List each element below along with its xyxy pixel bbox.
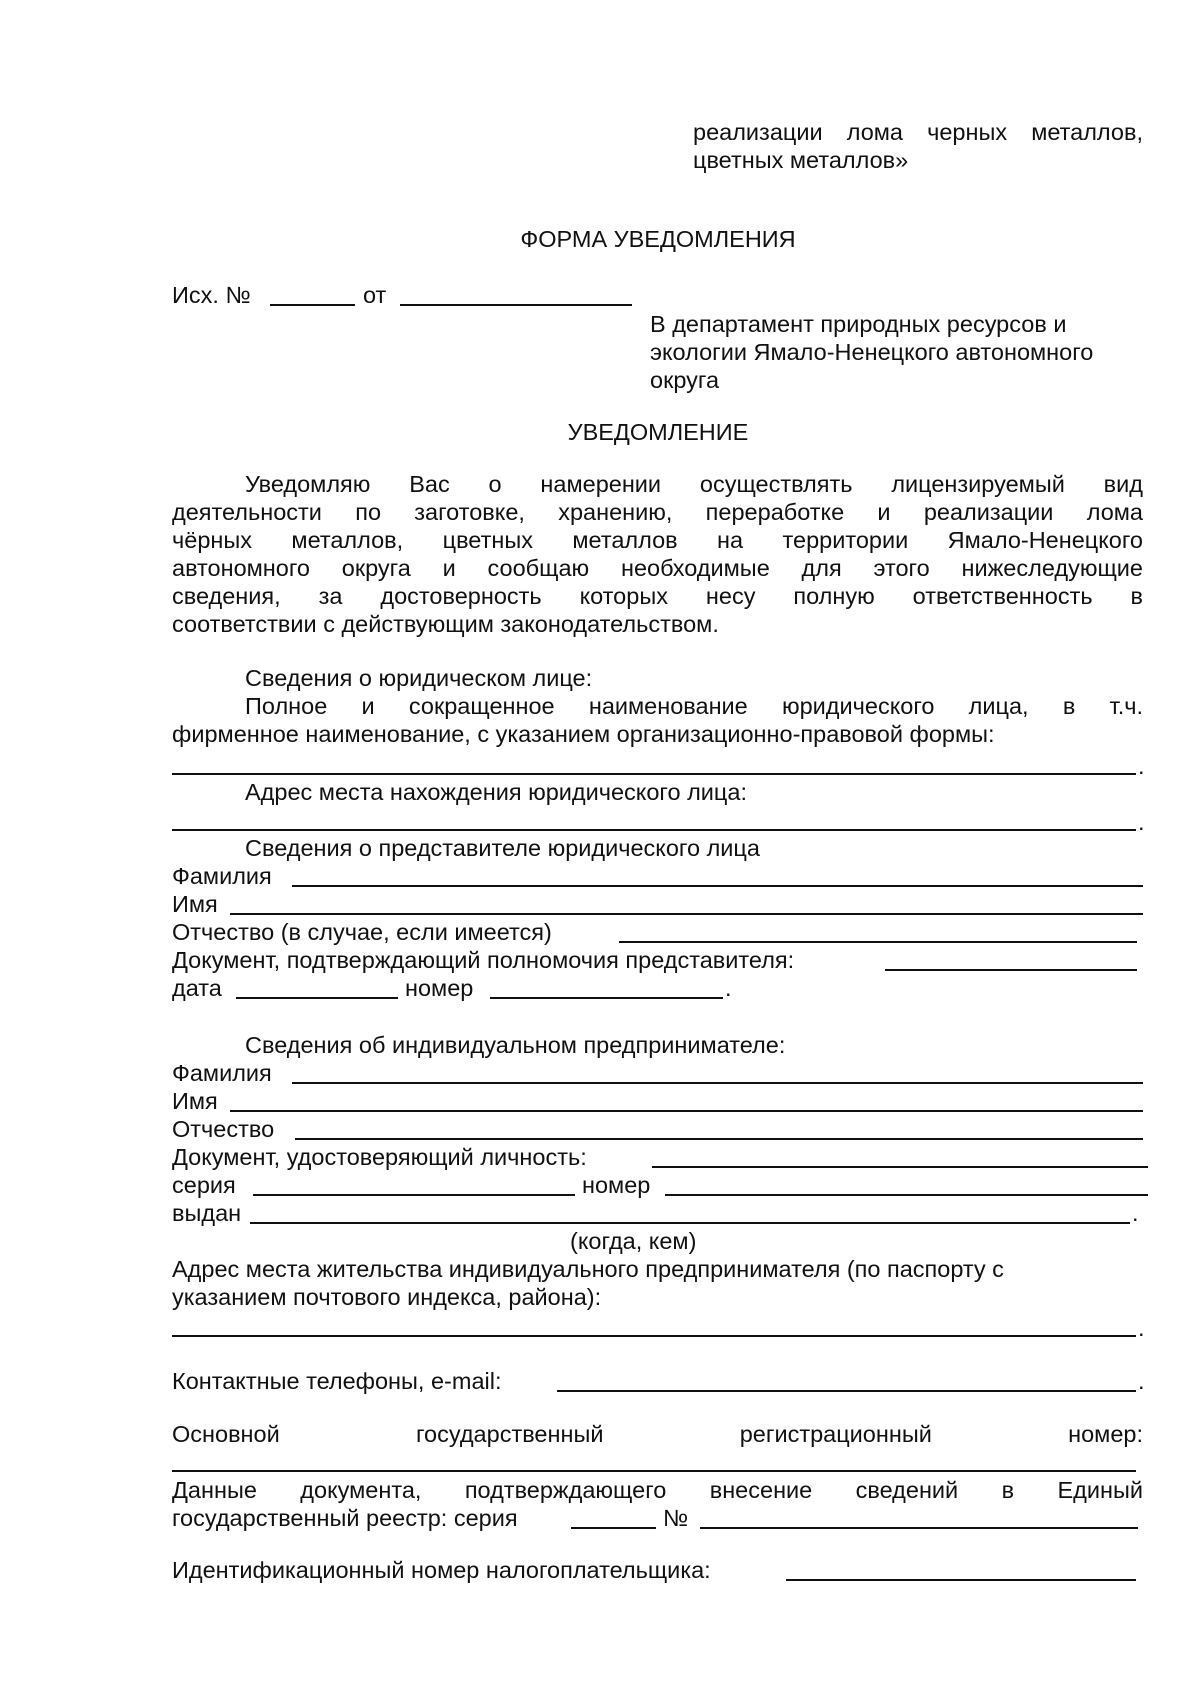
ip-number-label: номер xyxy=(582,1172,651,1198)
rep-date-label: дата xyxy=(172,975,222,1001)
notice-title: УВЕДОМЛЕНИЕ xyxy=(567,419,749,445)
ip-issued-label: выдан xyxy=(172,1200,242,1226)
ip-surname-field[interactable] xyxy=(292,1082,1143,1084)
inn-field[interactable] xyxy=(786,1579,1136,1581)
rep-name-label: Имя xyxy=(172,891,218,917)
ip-number-field[interactable] xyxy=(665,1194,1148,1196)
outgoing-number-label: Исх. № xyxy=(172,282,251,308)
legal-fullname-line-1: Полное и сокращенное наименование юридического лица, в т.ч. xyxy=(245,693,1143,719)
legal-heading: Сведения о юридическом лице: xyxy=(245,665,593,691)
ogrn-word-1: Основной xyxy=(172,1421,280,1447)
form-title: ФОРМА УВЕДОМЛЕНИЯ xyxy=(520,226,796,252)
ip-issued-field[interactable] xyxy=(250,1222,1130,1224)
intro-line-6: соответствии с действующим законодательством. xyxy=(172,611,719,637)
rep-number-label: номер xyxy=(405,975,474,1001)
rep-authority-doc-label: Документ, подтверждающий полномочия представителя: xyxy=(172,947,795,973)
ip-surname-label: Фамилия xyxy=(172,1060,272,1086)
ip-heading: Сведения об индивидуальном предпринимателе: xyxy=(245,1032,786,1058)
legal-address-dot: . xyxy=(1138,809,1145,835)
contacts-label: Контактные телефоны, e-mail: xyxy=(172,1368,502,1394)
outgoing-number-field[interactable] xyxy=(270,304,355,306)
rep-number-field[interactable] xyxy=(490,997,723,999)
ip-patronymic-field[interactable] xyxy=(295,1138,1143,1140)
rep-date-field[interactable] xyxy=(236,997,398,999)
ip-name-field[interactable] xyxy=(230,1110,1143,1112)
ip-id-doc-field[interactable] xyxy=(652,1166,1148,1168)
legal-fullname-dot: . xyxy=(1138,753,1145,779)
contacts-dot: . xyxy=(1138,1368,1145,1394)
addressee-line-1: В департамент природных ресурсов и xyxy=(650,311,1067,337)
legal-address-label: Адрес места нахождения юридического лица: xyxy=(245,779,747,805)
outgoing-date-label: от xyxy=(363,282,387,308)
ip-patronymic-label: Отчество xyxy=(172,1116,275,1142)
ogrn-word-4: номер: xyxy=(1068,1421,1143,1447)
register-series-label: государственный реестр: серия xyxy=(172,1505,518,1531)
legal-fullname-field[interactable] xyxy=(172,773,1136,775)
intro-line-5: сведения, за достоверность которых несу полную ответственность в xyxy=(172,583,1143,609)
intro-line-2: деятельности по заготовке, хранению, переработке и реализации лома xyxy=(172,499,1143,525)
ip-series-label: серия xyxy=(172,1172,236,1198)
intro-line-3: чёрных металлов, цветных металлов на территории Ямало-Ненецкого xyxy=(172,527,1143,553)
register-number-field[interactable] xyxy=(700,1527,1138,1529)
addressee-line-3: округа xyxy=(650,367,720,393)
legal-fullname-line-2: фирменное наименование, с указанием организационно-правовой формы: xyxy=(172,721,995,747)
register-series-field[interactable] xyxy=(571,1527,656,1529)
outgoing-date-field[interactable] xyxy=(400,304,632,306)
ip-issued-hint: (когда, кем) xyxy=(570,1228,697,1254)
ip-residence-dot: . xyxy=(1138,1315,1145,1341)
ip-id-doc-label: Документ, удостоверяющий личность: xyxy=(172,1144,587,1170)
ip-residence-field[interactable] xyxy=(172,1335,1136,1337)
ip-residence-line-1: Адрес места жительства индивидуального предпринимателя (по паспорту с xyxy=(172,1256,1004,1282)
rep-patronymic-field[interactable] xyxy=(619,941,1137,943)
legal-rep-heading: Сведения о представителе юридического лица xyxy=(245,835,760,861)
rep-name-field[interactable] xyxy=(230,913,1143,915)
rep-patronymic-label: Отчество (в случае, если имеется) xyxy=(172,919,552,945)
register-line-1: Данные документа, подтверждающего внесение сведений в Единый xyxy=(172,1477,1143,1503)
ogrn-label xyxy=(172,1420,1143,1448)
header-line-1: реализации лома черных металлов, xyxy=(693,119,1143,145)
ogrn-word-2: государственный xyxy=(416,1421,604,1447)
rep-surname-field[interactable] xyxy=(292,885,1143,887)
register-number-label: № xyxy=(663,1505,689,1531)
header-line-2: цветных металлов» xyxy=(693,147,909,173)
ogrn-field[interactable] xyxy=(172,1470,1136,1472)
ip-residence-line-2: указанием почтового индекса, района): xyxy=(172,1284,602,1310)
ogrn-word-3: регистрационный xyxy=(739,1421,932,1447)
inn-label: Идентификационный номер налогоплательщика: xyxy=(172,1557,711,1583)
ip-issued-dot: . xyxy=(1132,1200,1139,1226)
contacts-field[interactable] xyxy=(557,1390,1136,1392)
intro-line-1: Уведомляю Вас о намерении осуществлять лицензируемый вид xyxy=(245,471,1143,497)
ip-name-label: Имя xyxy=(172,1088,218,1114)
rep-number-dot: . xyxy=(725,975,732,1001)
addressee-line-2: экологии Ямало-Ненецкого автономного xyxy=(650,339,1094,365)
ip-series-field[interactable] xyxy=(253,1194,575,1196)
rep-surname-label: Фамилия xyxy=(172,863,272,889)
intro-line-4: автономного округа и сообщаю необходимые для этого нижеследующие xyxy=(172,555,1143,581)
rep-authority-doc-field[interactable] xyxy=(885,969,1137,971)
legal-address-field[interactable] xyxy=(172,829,1136,831)
